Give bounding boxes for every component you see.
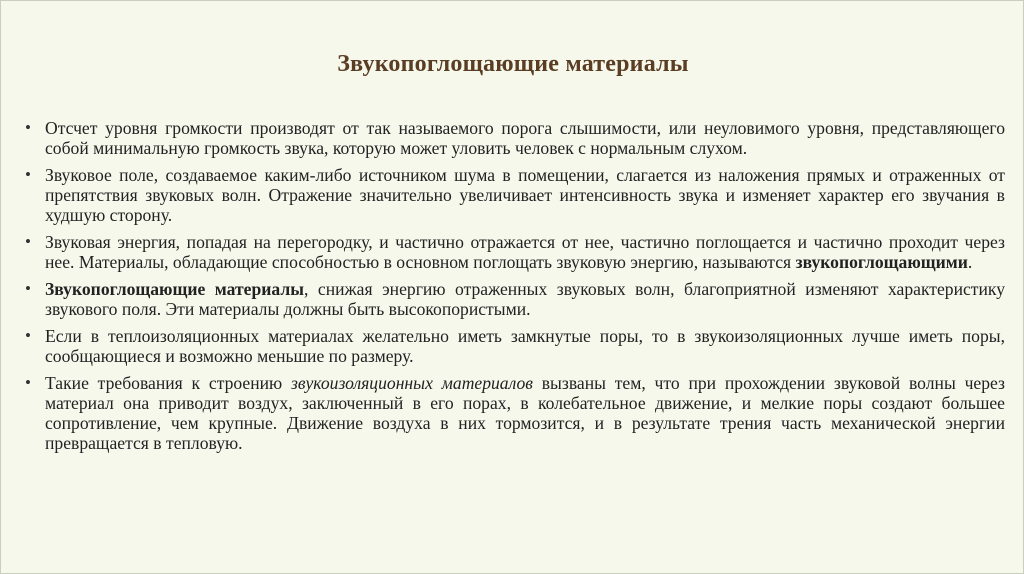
bullet-marker: •: [25, 279, 31, 298]
bullet-marker: •: [25, 326, 31, 345]
slide-title: Звукопоглощающие материалы: [337, 51, 689, 77]
bullet-text: .: [967, 252, 973, 272]
bullet-marker: •: [25, 232, 31, 251]
bullet-bold-term: Звукопоглощающие материалы: [45, 279, 304, 299]
bullet-list: [25, 118, 1005, 460]
bullet-item: [25, 118, 1005, 158]
bullet-item: [25, 232, 1005, 272]
bullet-text: Такие требования к строению: [45, 373, 291, 393]
bullet-item: [25, 326, 1005, 366]
bullet-italic-term: звукоизоляционных материалов: [291, 373, 533, 393]
bullet-item: [25, 279, 1005, 319]
bullet-text: Звуковая энергия, попадая на перегородку, и частично отражается от нее, частично поглощается и частично проходит через нее. Материалы, обладающие способностью в основном поглощать звуковую энергию, называются: [45, 232, 1005, 272]
bullet-bold-term: звукопоглощающими: [795, 252, 968, 272]
bullet-marker: •: [25, 373, 31, 392]
bullet-text: вызваны тем, что при прохождении звуковой волны через материал она приводит воздух, заключенный в его порах, в колебательное движение, и мелкие поры создают большее сопротивление, чем крупные. Движение воздуха в них тормозится, и в результате трения часть механической энергии превращается в тепловую.: [45, 373, 1005, 453]
bullet-text: Звуковое поле, создаваемое каким-либо источником шума в помещении, слагается из наложения прямых и отраженных от препятствия звуковых волн. Отражение значительно увеличивает интенсивность звука и изменяет характер его звучания в худшую сторону.: [45, 165, 1005, 225]
bullet-text: Отсчет уровня громкости производят от так называемого порога слышимости, или неуловимого уровня, представляющего собой минимальную громкость звука, которую может уловить человек с нормальным слухом.: [45, 118, 1005, 158]
bullet-text: Если в теплоизоляционных материалах желательно иметь замкнутые поры, то в звукоизоляционных лучше иметь поры, сообщающиеся и возможно меньшие по размеру.: [45, 326, 1005, 366]
bullet-marker: •: [25, 165, 31, 184]
bullet-marker: •: [25, 118, 31, 137]
bullet-text: , снижая энергию отраженных звуковых волн, благоприятной изменяют характеристику звукового поля. Эти материалы должны быть высокопористыми.: [45, 279, 1005, 319]
bullet-item: [25, 373, 1005, 453]
bullet-item: [25, 165, 1005, 225]
